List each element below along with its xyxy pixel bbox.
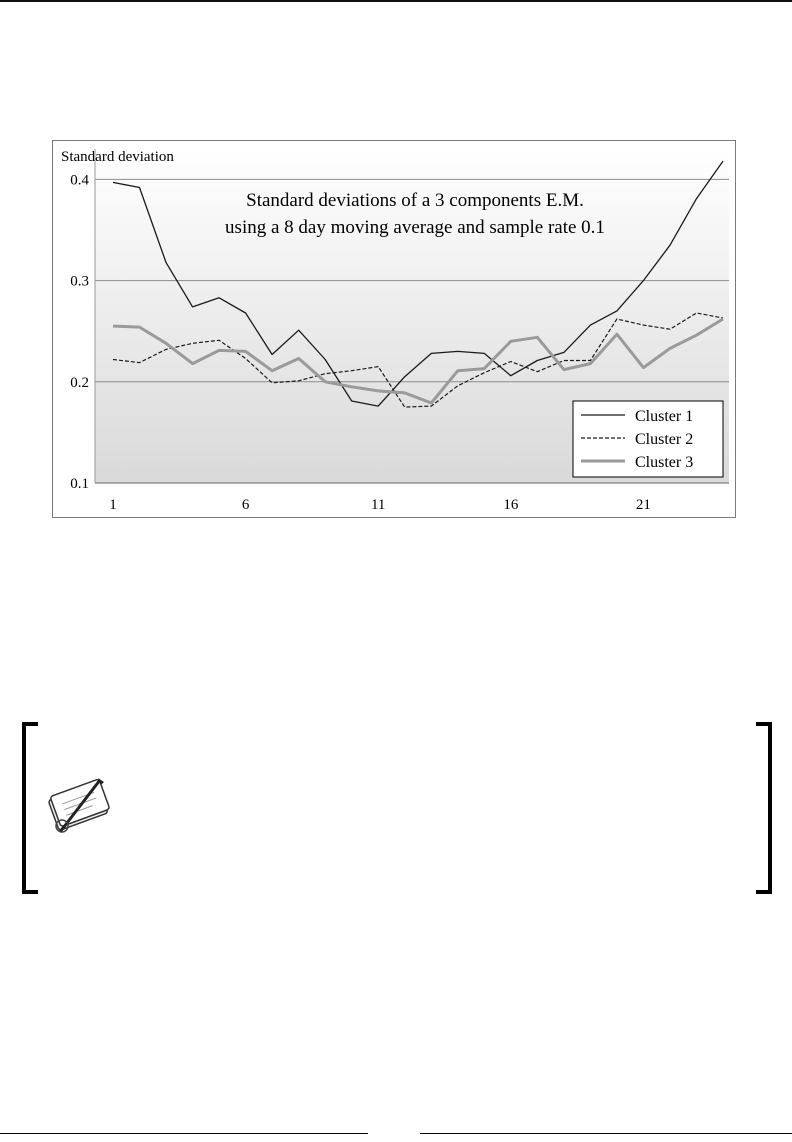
y-tick-label: 0.3 <box>70 273 89 290</box>
y-axis-label: Standard deviation <box>61 149 174 165</box>
x-tick-label: 1 <box>109 497 117 513</box>
footer-rule-right <box>420 1133 792 1134</box>
x-tick-label: 16 <box>503 497 519 513</box>
chart-subtitle: using a 8 day moving average and sample rate 0.1 <box>225 217 605 238</box>
legend <box>573 401 723 477</box>
line-chart <box>53 141 737 519</box>
y-tick-label: 0.2 <box>70 374 89 391</box>
x-tick-label: 6 <box>241 497 250 513</box>
x-tick-label: 21 <box>635 497 651 513</box>
chart-title: Standard deviations of a 3 components E.M. <box>246 190 584 211</box>
legend-label: Cluster 2 <box>635 431 694 448</box>
y-tick-label: 0.4 <box>70 172 89 189</box>
legend-label: Cluster 1 <box>635 408 694 425</box>
page-top-rule <box>0 0 792 2</box>
footer-rule-left <box>0 1133 368 1134</box>
y-tick-label: 0.1 <box>70 476 89 492</box>
note-bracket-left <box>22 722 38 894</box>
notes-icon <box>42 776 118 836</box>
note-bracket-right <box>756 722 772 894</box>
x-tick-label: 11 <box>370 497 386 513</box>
legend-label: Cluster 3 <box>635 454 694 471</box>
chart-area <box>52 140 736 518</box>
